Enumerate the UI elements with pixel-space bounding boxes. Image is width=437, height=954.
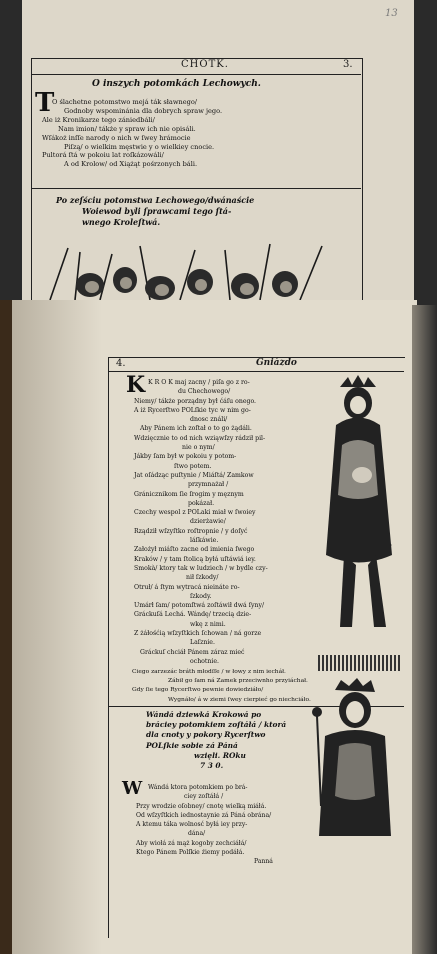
line: A ktemu táka wolnosć byłá iey przy-	[136, 821, 248, 829]
line: Aby wiołá zá mąż kogoby zechciáłá/	[136, 839, 247, 847]
line: Ktego Pánem Polſkie źiemy podáłá.	[136, 849, 245, 857]
line: Z żáłośćią wſzyſtkich ſchowan / ná gorze	[134, 630, 262, 638]
line: du Chechowego/	[178, 388, 231, 396]
line: dána/	[188, 830, 206, 838]
line: Po zeſściu potomstwa Lechowego/dwánaście	[56, 195, 255, 205]
line: Przy wrodzie oſobney/ cnotę wielką miáłá.	[136, 802, 267, 810]
line: ciey zoſtáłá /	[184, 793, 224, 801]
line: Wſákoż inſſe narody o nich w ſwey hrámocie	[42, 133, 191, 142]
line: Od wſzyſtkich iednostaynie zá Páná obrána/	[136, 811, 272, 819]
bottom-dropcap-w: W	[122, 778, 143, 799]
book-spine	[0, 300, 12, 954]
line: Wándá ktora potomkiem po brá-	[148, 784, 248, 791]
line: Założył miáſto zacne od imienia ſwego	[134, 546, 255, 554]
line: K R O K maj zacny / piſa go z ro-	[148, 379, 250, 386]
line: A od Krolow/ od Xiążąt pośrzonych báli.	[64, 160, 198, 169]
top-page-header	[31, 58, 361, 75]
line: nił ſzkody/	[186, 574, 219, 582]
line: Ciego zarzezác bráth młodſſe / w łowy z nim iecháł.	[132, 669, 286, 675]
bottom-page-header	[108, 357, 404, 372]
line: 7 3 0.	[200, 761, 224, 771]
line: ochotnie.	[190, 657, 219, 665]
line: Smokà/ ktory tak w ludziech / w bydle czy-	[134, 564, 268, 572]
woodcut-king-krok-image	[318, 375, 402, 655]
line: Gráckuſá Lechá. Wándę/ trzecią dzie-	[134, 611, 252, 619]
line: wzięli. ROku	[194, 750, 246, 760]
line: Wygnáło/ á w ziemi ſwey cierpieć go niechciáło.	[168, 696, 311, 703]
line: wnego Kroleſtwá.	[82, 217, 161, 227]
bottom-section2-heading	[136, 710, 286, 771]
top-header-title: CHOTK.	[181, 59, 229, 70]
line: Nam imion/ tákże y spraw ich nie opisáli.	[58, 124, 196, 133]
line: POLſkie sobie zá Páná	[146, 740, 238, 750]
top-section2-heading	[56, 195, 254, 228]
line: Wdzięcznie to od nich wziąwſzy rádził pil-	[134, 434, 266, 442]
bottom-dropcap: K	[126, 372, 146, 398]
decorative-border-strip	[318, 655, 402, 671]
bottom-section1-tail	[132, 668, 311, 705]
line: Gránicznikom ſie ſrogim y męznym	[134, 490, 244, 498]
line: Jat oſádząc puſtynie / Miáſtá/ Zamkow	[134, 471, 254, 479]
top-page	[22, 0, 414, 303]
top-dropcap: T	[35, 88, 55, 118]
top-section1-heading: O inszych potomkách Lechowych.	[92, 79, 261, 89]
top-section1-text	[42, 98, 223, 169]
line: Otruł/ á ſtym wytracá nieináte ro-	[134, 583, 240, 591]
line: Panná	[254, 858, 273, 866]
line: Gráckuſ chciáł Pánem záraz mieć	[140, 648, 245, 656]
page-edge-stack	[12, 300, 102, 954]
line: Gdy ſie tego Rycerſtwo pewnie dowiedziáło/	[132, 687, 264, 694]
line: A iż Rycerſtwo POLſkie tyc w nim go-	[134, 406, 251, 414]
line: Zábił go ſam ná Zamek przeciwnho przyiáchał.	[168, 678, 308, 685]
bottom-section2-text	[136, 783, 273, 867]
bottom-header-page-number: 4.	[116, 358, 126, 369]
line: dzierżawie/	[190, 518, 226, 526]
line: Ale iż Kronikarze tego zániedbáli/	[42, 115, 155, 124]
line: ſtwo potem.	[174, 462, 212, 470]
line: nie o nym/	[182, 444, 215, 452]
page-right-shadow	[412, 305, 437, 954]
line: Woiewod byli ſprawcami tego ſtá-	[82, 206, 232, 216]
line: Umárł ſam/ potomſtwá zoſtáwił dwá ſyny/	[134, 602, 265, 610]
line: dla cnoty y pokory Rycerſtwo	[146, 730, 266, 740]
bottom-section1-text	[134, 378, 268, 666]
line: Kraków / y tam ſtolicą byłá uſtáwiá iey.	[134, 555, 256, 563]
woodcut-queen-wanda-image	[305, 676, 397, 836]
line: O ślachetne potomstwo mejá ták sławnego/	[52, 98, 198, 106]
line: bráciey potomkiem zoſtáłá / ktorá	[146, 720, 287, 730]
top-section-divider	[31, 188, 361, 189]
line: Pultorá ſtá w pokoiu lat roſkázowáli/	[42, 151, 164, 160]
pencil-page-mark: 13	[385, 8, 398, 19]
line: pokázał.	[188, 499, 215, 507]
line: Jákby ſam był w pokoiu y potom-	[134, 453, 237, 461]
line: wkę z nimi.	[190, 620, 226, 628]
line: Rządził wſzyſtko roſtropnie / y doſyć	[134, 527, 248, 535]
line: Czechy wespol z POLaki miał w ſwoiey	[134, 509, 256, 517]
line: Wándá dziewká Krokowá po	[146, 710, 262, 719]
woodcut-soldiers-image	[30, 240, 330, 300]
top-header-page-number: 3.	[343, 59, 353, 70]
line: Laſznie.	[190, 639, 215, 647]
bottom-header-title: Gniázdo	[256, 358, 297, 368]
scepter-icon	[317, 716, 321, 806]
line: Aby Pánem ich zoſtał o to go żądáli.	[140, 425, 252, 433]
line: dnosc ználi/	[190, 416, 228, 424]
line: Niemy/ tákże porządny był ćáſu onego.	[134, 397, 257, 405]
line: Piſzą/ o wielkim męstwie y o wielkiey cnocie.	[64, 142, 215, 151]
line: láſkáwie.	[190, 537, 219, 545]
line: Godnoby wspominánia dla dobrych spraw jego.	[64, 106, 223, 115]
line: ſzkody.	[190, 592, 212, 600]
line: przymnażał /	[188, 481, 229, 489]
